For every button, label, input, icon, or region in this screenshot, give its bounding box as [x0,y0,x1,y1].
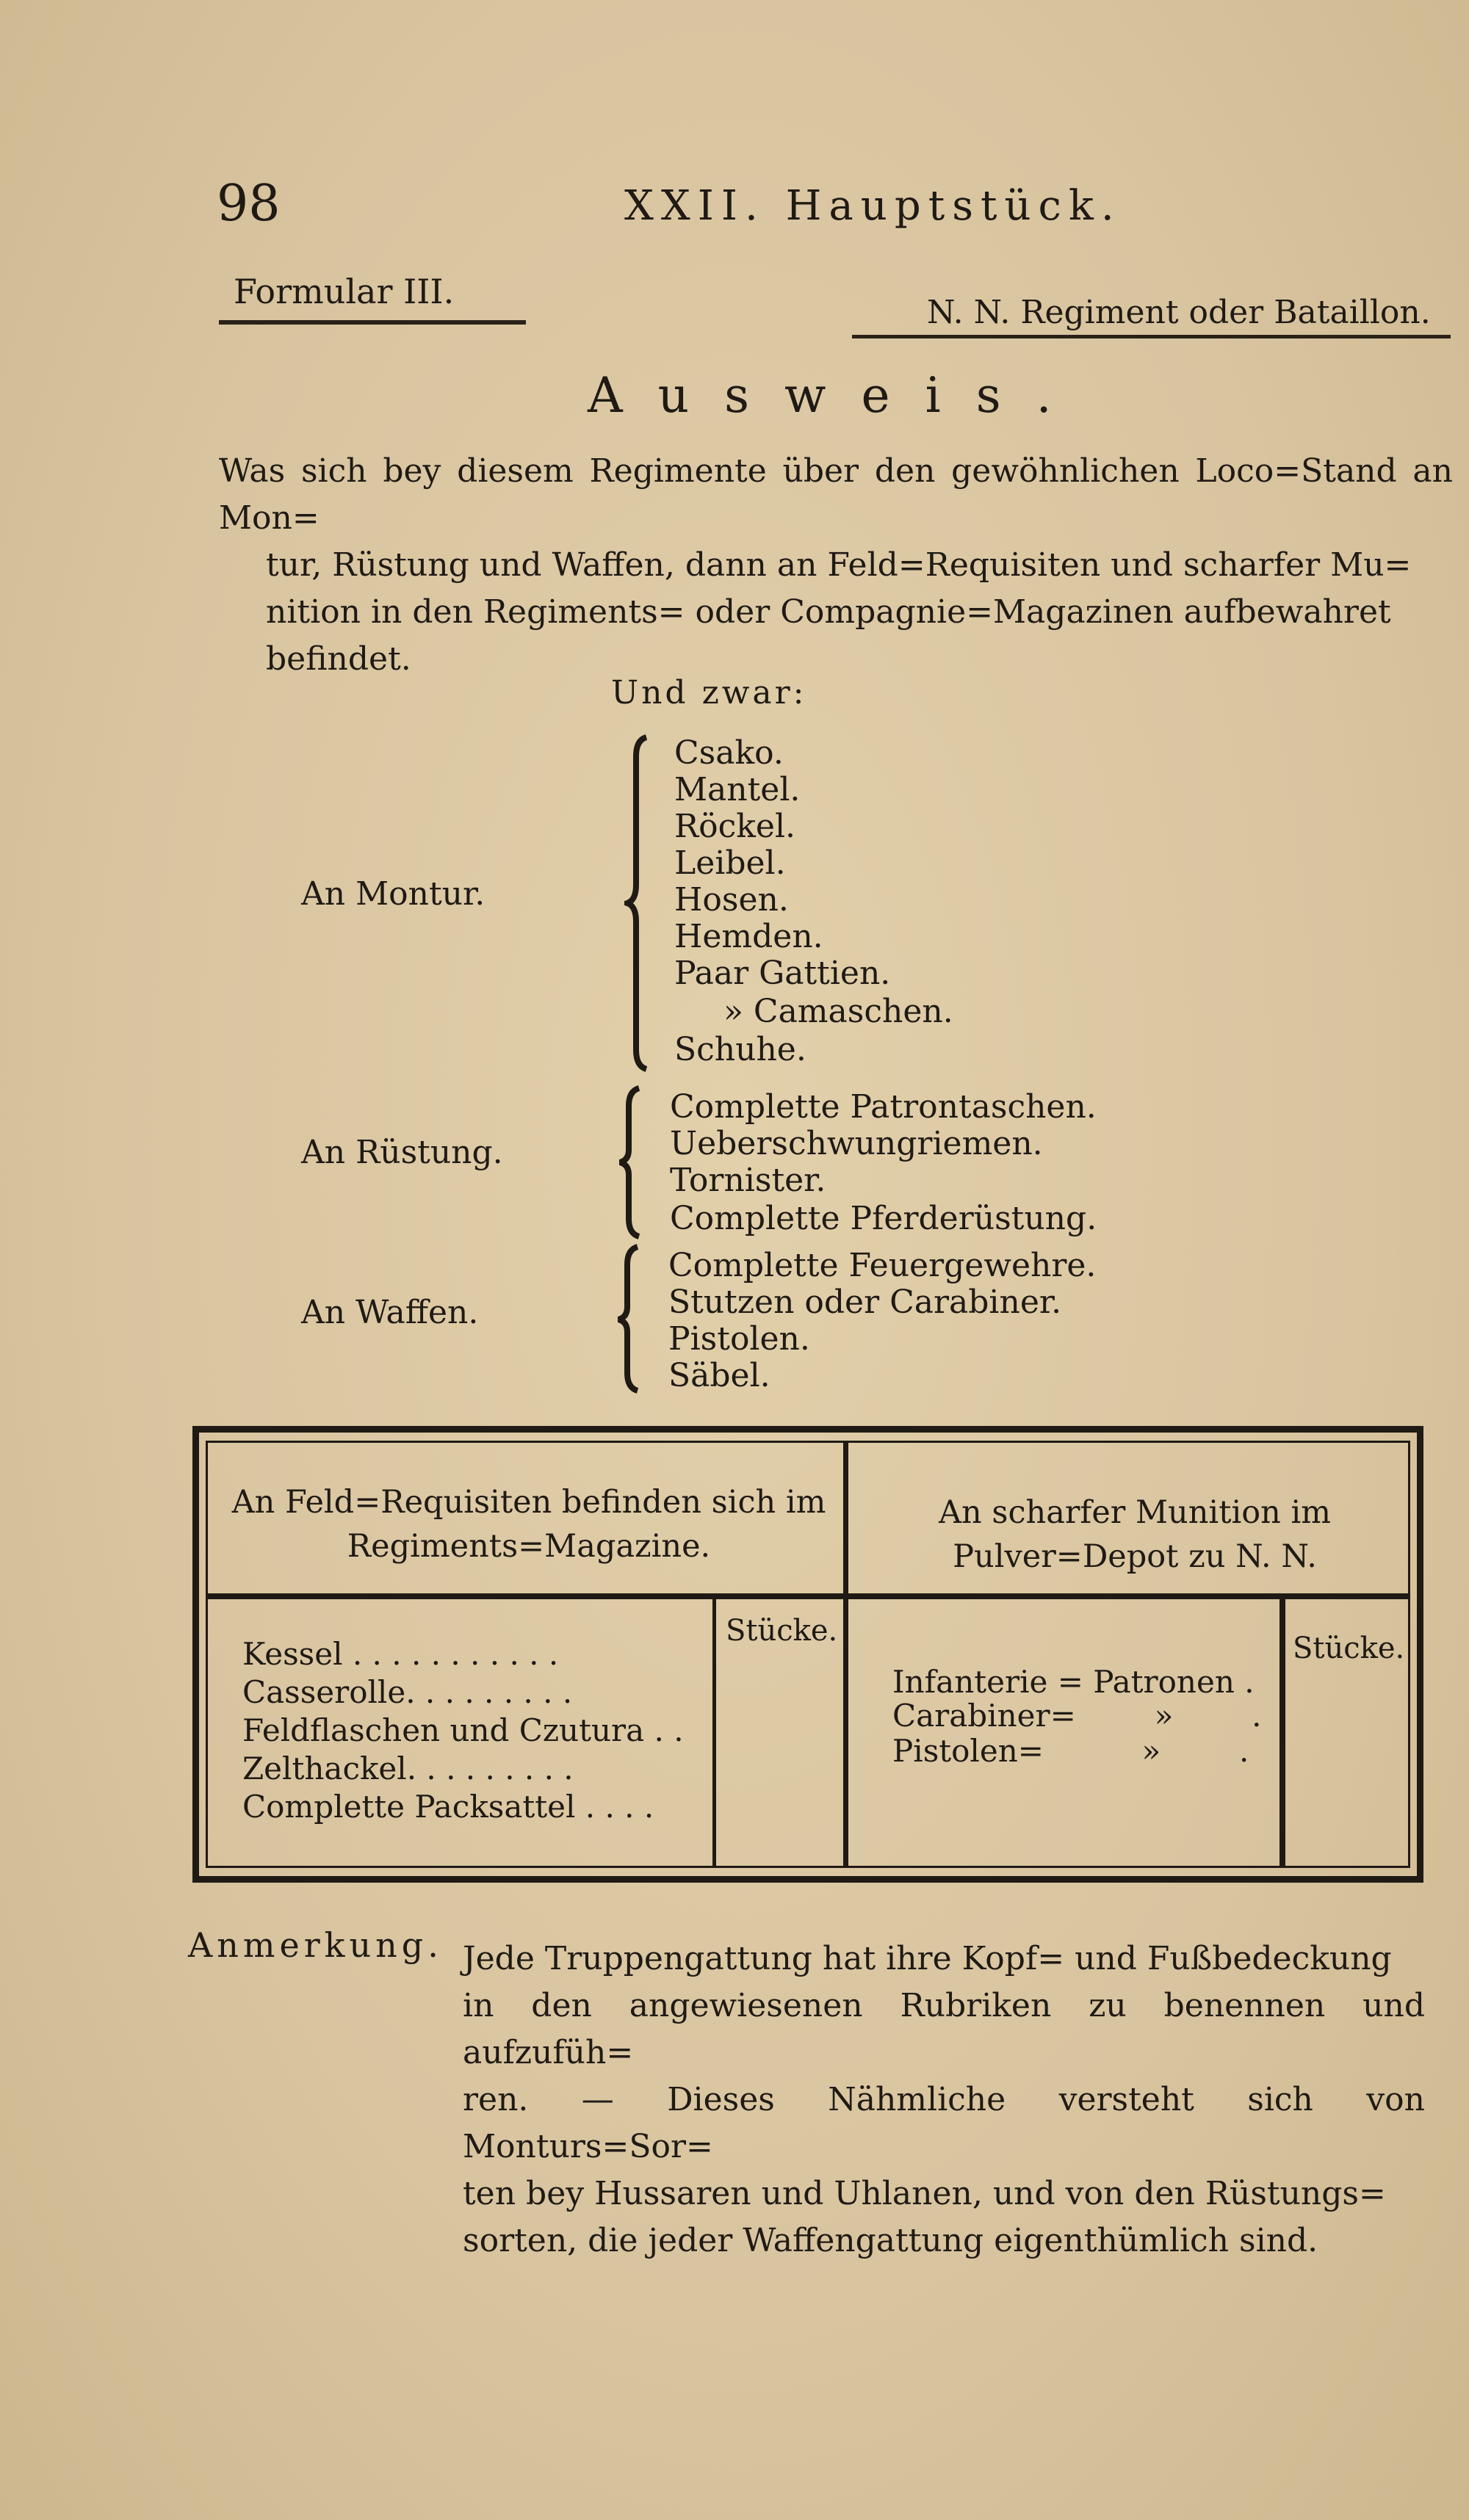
ruestung-item: Tornister. [670,1162,826,1199]
ruestung-item: Complette Patrontaschen. [670,1088,1097,1126]
munition-item: Carabiner= » . [892,1698,1262,1734]
regiment-label: N. N. Regiment oder Bataillon. [927,294,1431,331]
montur-item: » Camaschen. [723,993,953,1030]
feld-item: Feldflaschen und Czutura . . [242,1712,684,1748]
regiment-underline [852,335,1451,338]
montur-item: Röckel. [674,808,796,845]
und-zwar: Und zwar: [611,674,807,712]
intro-line: befindet. [266,640,411,678]
munition-item: Pistolen= » . [892,1733,1249,1769]
formular-underline [219,320,526,325]
table-header-right: An scharfer Munition im Pulver=Depot zu N. N. [938,1494,1331,1575]
brace-montur [624,734,654,1072]
montur-item: Mantel. [674,771,801,808]
formular-label: Formular III. [234,272,455,311]
page-number: 98 [217,175,281,233]
note-paragraph [463,1936,1425,2264]
intro-line: Was sich bey diesem Regimente über den gewöhnlichen Loco=Stand an Mon= [219,452,1453,537]
montur-item: Hosen. [674,881,789,919]
note-label: Anmerkung. [188,1925,443,1965]
feld-item: Kessel . . . . . . . . . . . [242,1636,559,1672]
waffen-item: Säbel. [668,1357,770,1394]
ruestung-item: Complette Pferderüstung. [670,1200,1097,1237]
table-divider-right-stuecke [1279,1599,1285,1868]
table-divider-center [843,1441,848,1868]
heading: Ausweis. [588,367,1087,424]
feld-item: Complette Packsattel . . . . [242,1789,654,1825]
brace-ruestung [617,1085,646,1239]
stuecke-label-left: Stücke. [726,1614,838,1648]
group-label-ruestung: An Rüstung. [301,1134,503,1171]
intro-line: nition in den Regiments= oder Compagnie=Magazinen aufbewahret [266,593,1391,631]
waffen-item: Stutzen oder Carabiner. [668,1283,1062,1321]
brace-waffen [616,1244,645,1394]
waffen-item: Pistolen. [668,1320,810,1358]
note-line: in den angewiesenen Rubriken zu benennen und aufzufüh= [463,1987,1425,2071]
table-header-rule [206,1593,1410,1599]
note-line: ten bey Hussaren und Uhlanen, und von den Rüstungs= [463,2175,1386,2212]
montur-item: Leibel. [674,844,786,882]
group-label-montur: An Montur. [301,875,486,913]
table-divider-left-stuecke [712,1599,716,1868]
ruestung-item: Ueberschwungriemen. [670,1125,1043,1162]
montur-item: Hemden. [674,918,823,955]
montur-item: Csako. [674,734,784,772]
note-line: Jede Truppengattung hat ihre Kopf= und Fußbedeckung [463,1940,1392,1977]
table-header-left: An Feld=Requisiten befinden sich im Regiments=Magazine. [231,1484,826,1565]
feld-item: Zelthackel. . . . . . . . . [242,1750,574,1786]
intro-line: tur, Rüstung und Waffen, dann an Feld=Requisiten und scharfer Mu= [266,546,1412,584]
stuecke-label-right: Stücke. [1293,1632,1405,1665]
intro-paragraph [219,448,1453,683]
note-line: ren. — Dieses Nähmliche versteht sich von Monturs=Sor= [463,2081,1425,2165]
montur-item: Schuhe. [674,1031,806,1068]
munition-item: Infanterie = Patronen . [892,1664,1255,1700]
group-label-waffen: An Waffen. [301,1294,479,1331]
running-title: XXII. Hauptstück. [624,182,1122,230]
waffen-item: Complette Feuergewehre. [668,1247,1097,1284]
note-line: sorten, die jeder Waffengattung eigenthümlich sind. [463,2222,1318,2259]
feld-item: Casserolle. . . . . . . . . [242,1674,573,1710]
montur-item: Paar Gattien. [674,955,891,992]
